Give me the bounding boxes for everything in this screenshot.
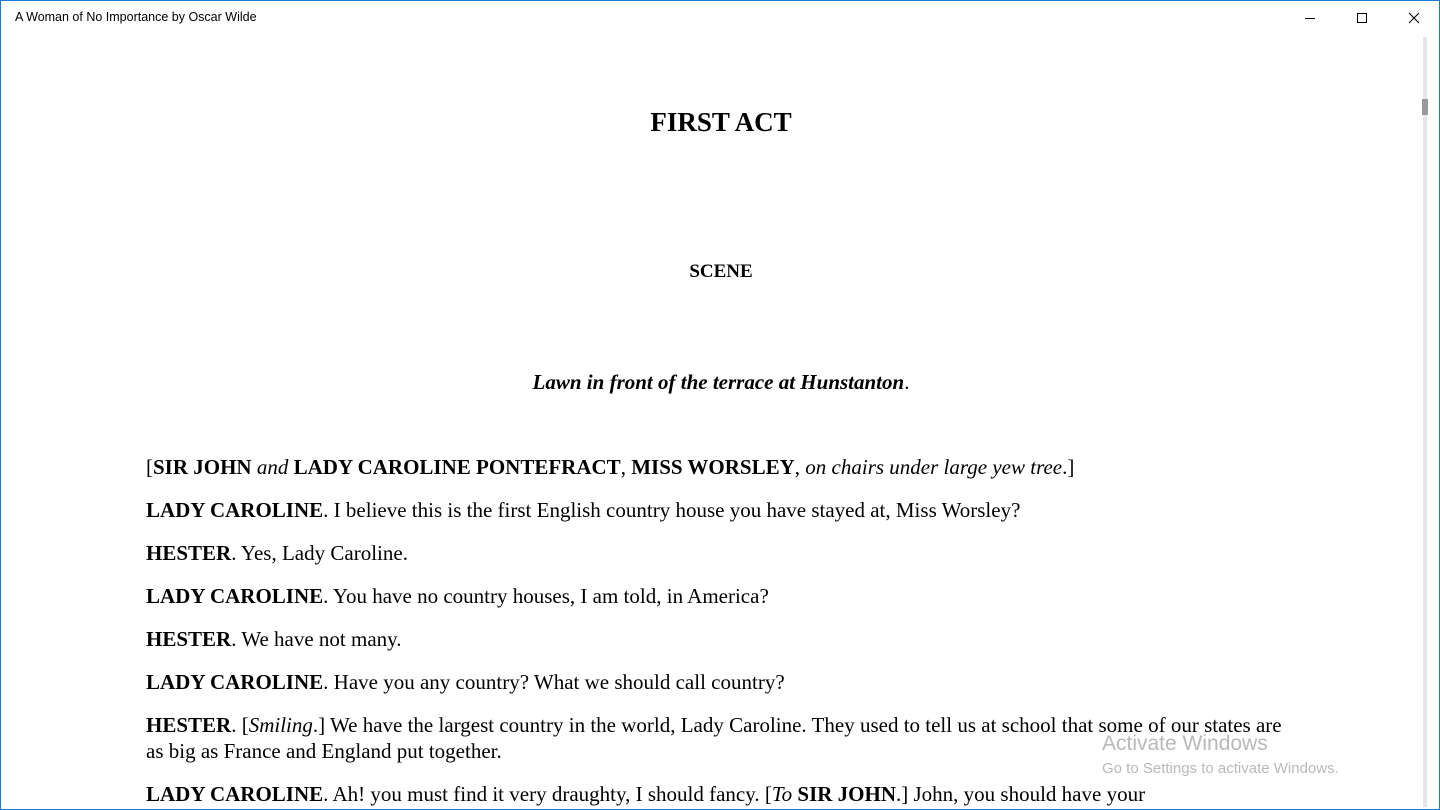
stage-direction-inline: To <box>771 782 793 806</box>
stage-location: on chairs under large yew tree <box>805 455 1063 479</box>
vertical-scrollbar[interactable] <box>1420 35 1430 809</box>
character-sir-john: SIR JOHN <box>153 455 252 479</box>
dialogue-text: .] We have the largest country in the world, Lady Caroline. They used to tell us at school that some of our states are as big as France and England put together. <box>146 713 1282 763</box>
maximize-icon <box>1356 12 1368 24</box>
activation-watermark <box>1102 731 1339 779</box>
maximize-button[interactable] <box>1339 1 1385 35</box>
setting-text: Lawn in front of the terrace at Hunstanton <box>532 370 905 394</box>
close-button[interactable] <box>1391 1 1437 35</box>
act-heading: FIRST ACT <box>650 107 792 137</box>
watermark-title: Activate Windows <box>1102 732 1268 755</box>
close-icon <box>1408 12 1420 24</box>
separator: , <box>794 455 806 479</box>
dialogue-line <box>146 540 1296 566</box>
dialogue-line <box>146 497 1296 523</box>
speaker-name: LADY CAROLINE <box>146 670 324 694</box>
character-miss-worsley: MISS WORSLEY <box>631 455 795 479</box>
scene-setting <box>1 368 1420 396</box>
speaker-name: HESTER <box>146 713 232 737</box>
dialogue-line <box>146 781 1296 807</box>
stage-direction <box>146 454 1296 480</box>
dialogue-text: . Yes, Lady Caroline. <box>231 541 408 565</box>
reader-content[interactable] <box>1 35 1420 809</box>
speaker-name: LADY CAROLINE <box>146 498 324 522</box>
dialogue-text: . [ <box>231 713 249 737</box>
dialogue-text: . We have not many. <box>231 627 402 651</box>
minimize-icon <box>1304 12 1316 24</box>
scene-heading: SCENE <box>689 261 753 282</box>
minimize-button[interactable] <box>1287 1 1333 35</box>
bracket-open: [ <box>146 455 153 479</box>
scrollbar-track[interactable] <box>1423 37 1427 807</box>
speaker-name: HESTER <box>146 627 232 651</box>
scrollbar-thumb[interactable] <box>1422 99 1428 115</box>
title-bar[interactable] <box>1 1 1439 35</box>
speaker-name: HESTER <box>146 541 232 565</box>
dialogue-text: .] John, you should have your <box>896 782 1146 806</box>
speaker-name: LADY CAROLINE <box>146 782 324 806</box>
character-lady-caroline-pontefract: LADY CAROLINE PONTEFRACT <box>293 455 621 479</box>
dialogue-text: . You have no country houses, I am told, in America? <box>323 584 769 608</box>
conjunction: and <box>251 455 294 479</box>
window-title: A Woman of No Importance by Oscar Wilde <box>15 10 257 24</box>
separator: , <box>620 455 632 479</box>
dialogue-text: . I believe this is the first English country house you have stayed at, Miss Worsley? <box>323 498 1021 522</box>
dialogue-line <box>146 626 1296 652</box>
character-sir-john: SIR JOHN <box>797 782 896 806</box>
speaker-name: LADY CAROLINE <box>146 584 324 608</box>
bracket-close: .] <box>1062 455 1075 479</box>
setting-period: . <box>904 370 910 394</box>
dialogue-text: . Have you any country? What we should call country? <box>323 670 785 694</box>
dialogue-line <box>146 583 1296 609</box>
dialogue-line <box>146 669 1296 695</box>
stage-direction-inline: Smiling <box>248 713 313 737</box>
watermark-subtitle: Go to Settings to activate Windows. <box>1102 760 1339 777</box>
dialogue-text: . Ah! you must find it very draughty, I should fancy. [ <box>323 782 772 806</box>
